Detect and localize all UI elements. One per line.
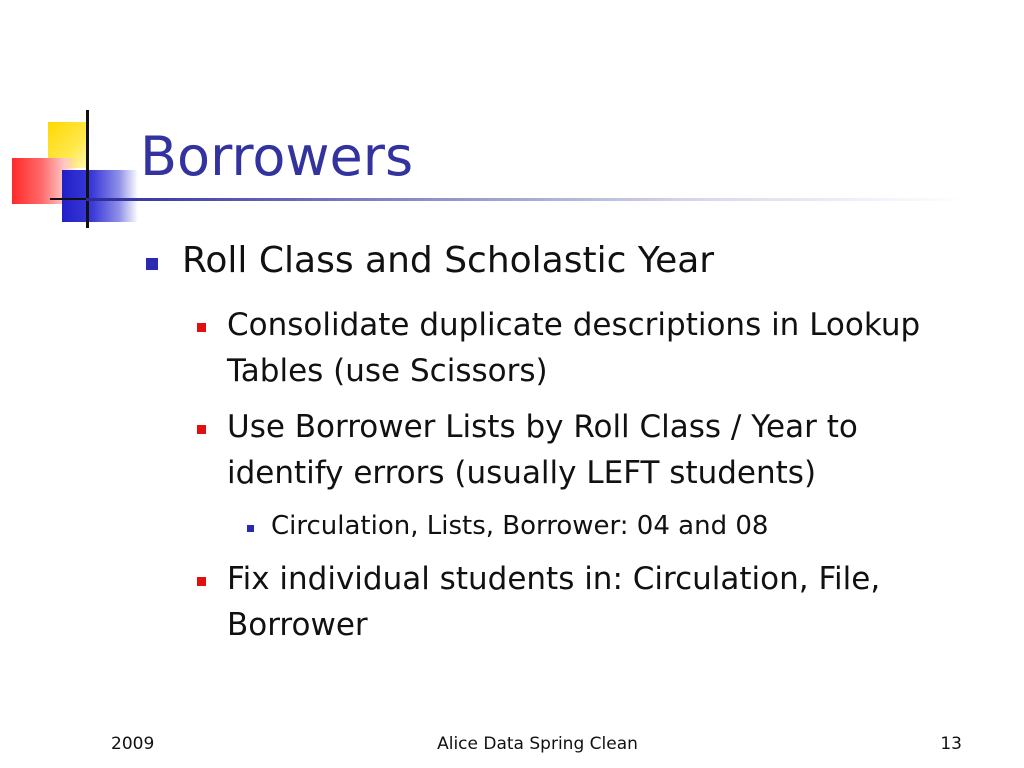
bullet-level-1 — [182, 236, 982, 286]
bullet-level-3 — [271, 508, 971, 544]
slide-title: Borrowers — [140, 125, 414, 188]
bullet-level-2 — [227, 404, 967, 496]
title-underline — [86, 198, 966, 201]
square-bullet-icon — [247, 525, 254, 532]
bullet-text: Use Borrower Lists by Roll Class / Year to identify errors (usually LEFT students) — [227, 409, 858, 491]
bullet-level-2 — [227, 556, 967, 648]
square-bullet-icon — [197, 577, 206, 586]
vertical-line-decoration — [86, 110, 89, 228]
square-bullet-icon — [197, 323, 206, 332]
bullet-text: Circulation, Lists, Borrower: 04 and 08 — [271, 511, 769, 541]
footer-title: Alice Data Spring Clean — [437, 734, 638, 754]
footer-page-number: 13 — [940, 734, 962, 754]
footer-date: 2009 — [111, 734, 155, 754]
square-bullet-icon — [146, 258, 158, 270]
square-bullet-icon — [197, 425, 206, 434]
bullet-text: Roll Class and Scholastic Year — [182, 240, 715, 281]
bullet-text: Consolidate duplicate descriptions in Lookup Tables (use Scissors) — [227, 307, 921, 389]
bullet-level-2 — [227, 302, 967, 394]
bullet-text: Fix individual students in: Circulation, File, Borrower — [227, 561, 881, 643]
blue-square-decoration — [62, 170, 138, 222]
corner-decoration — [0, 0, 140, 240]
